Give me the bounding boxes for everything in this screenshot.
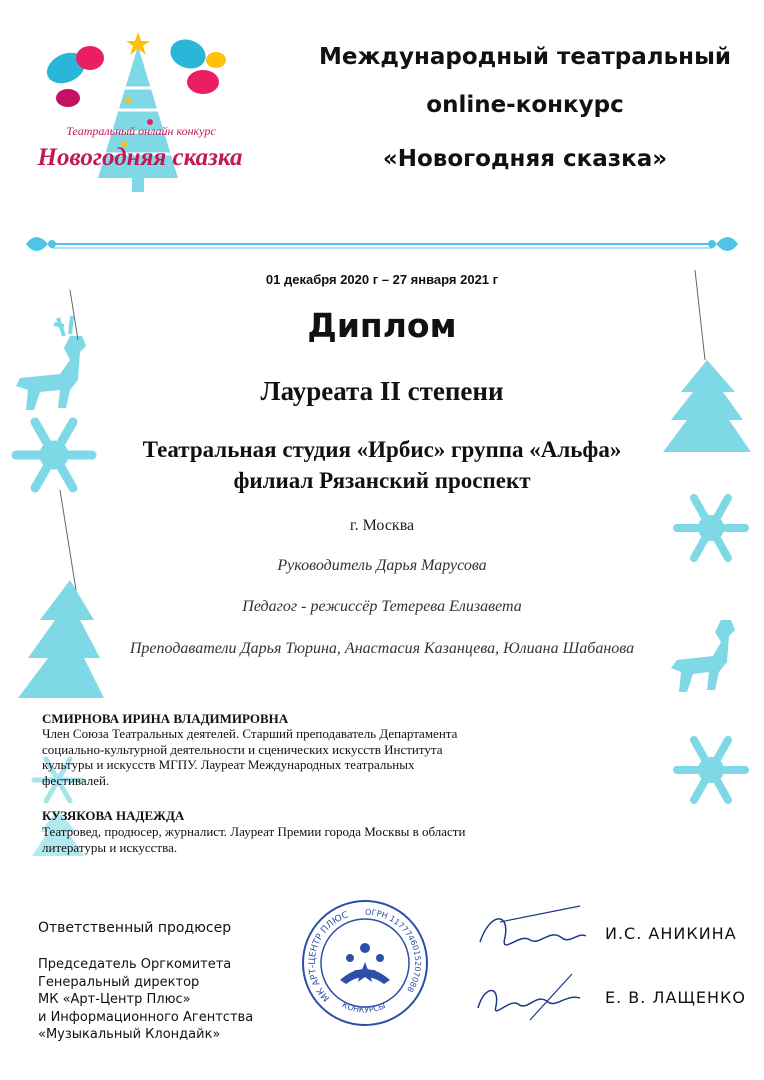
- chair-line: МК «Арт-Центр Плюс»: [38, 992, 191, 1007]
- organization-stamp: [300, 898, 430, 1028]
- contest-title-line2: online-конкурс: [426, 92, 624, 118]
- contest-dates: 01 декабря 2020 г – 27 января 2021 г: [265, 272, 499, 287]
- chair-line: и Информационного Агентства: [38, 1009, 254, 1025]
- winner-line1: Театральная студия «Ирбис» группа «Альфа»: [142, 437, 622, 462]
- contest-title-line1: Международный театральный: [319, 44, 731, 70]
- stamp-text-right: ОГРН 1177746015207088: [364, 907, 423, 994]
- jury-member-description: [42, 726, 522, 788]
- jury-description-line: социально-культурной деятельности и сценических искусств Института: [42, 741, 443, 757]
- diploma-degree: Лауреата II степени: [260, 376, 504, 406]
- signature-1: [470, 902, 590, 962]
- contest-logo: [28, 28, 248, 208]
- chair-line: Генеральный директор: [38, 974, 200, 990]
- svg-text:ОГРН 1177746015207088: [365, 908, 422, 994]
- jury-description-line: литературы и искусства.: [42, 839, 178, 855]
- logo-tree-graphic: [28, 28, 248, 208]
- contest-title-line3: «Новогодняя сказка»: [382, 146, 668, 172]
- logo-caption-main: Новогодняя сказка: [37, 144, 243, 171]
- pedagogue: Педагог - режиссёр Тетерева Елизавета: [242, 598, 522, 615]
- signer-2-name: Е. В. ЛАЩЕНКО: [605, 988, 746, 1007]
- director: Руководитель Дарья Марусова: [277, 557, 487, 574]
- logo-caption-top: Театральный онлайн конкурс: [66, 124, 216, 138]
- stamp-emblem-icon: [340, 943, 390, 984]
- jury-description-line: Член Союза Театральных деятелей. Старший преподаватель Департамента: [42, 726, 458, 741]
- producer-label: Ответственный продюсер: [38, 920, 232, 936]
- svg-text:КОНКУРСЫ: [341, 1000, 387, 1014]
- winner-line2: филиал Рязанский проспект: [233, 468, 531, 493]
- chair-block: [38, 956, 253, 1044]
- jury-description-line: фестивалей.: [42, 772, 110, 788]
- signer-1-name: И.С. АНИКИНА: [605, 924, 737, 943]
- signature-2: [470, 968, 590, 1028]
- chair-line: «Музыкальный Клондайк»: [38, 1027, 221, 1042]
- jury-member-name: КУЗЯКОВА НАДЕЖДА: [42, 808, 185, 823]
- stamp-text-left: МК АРТ-ЦЕНТР ПЛЮС: [307, 910, 350, 1003]
- teachers: Преподаватели Дарья Тюрина, Анастасия Казанцева, Юлиана Шабанова: [129, 640, 635, 657]
- snowflake-ornament-icon: [677, 740, 745, 800]
- jury-member-name: СМИРНОВА ИРИНА ВЛАДИМИРОВНА: [42, 711, 289, 726]
- ornament-divider: [22, 228, 742, 260]
- diploma-title: Диплом: [307, 306, 457, 345]
- jury-member-description: [42, 824, 522, 855]
- jury-description-line: Театровед, продюсер, журналист. Лауреат Премии города Москвы в области: [42, 824, 466, 839]
- city: г. Москва: [349, 517, 415, 534]
- stamp-text-bottom: КОНКУРСЫ: [340, 1000, 387, 1015]
- jury-description-line: культуры и искусств МГПУ. Лауреат Международных театральных: [42, 757, 415, 772]
- chair-line: Председатель Оргкомитета: [38, 957, 232, 972]
